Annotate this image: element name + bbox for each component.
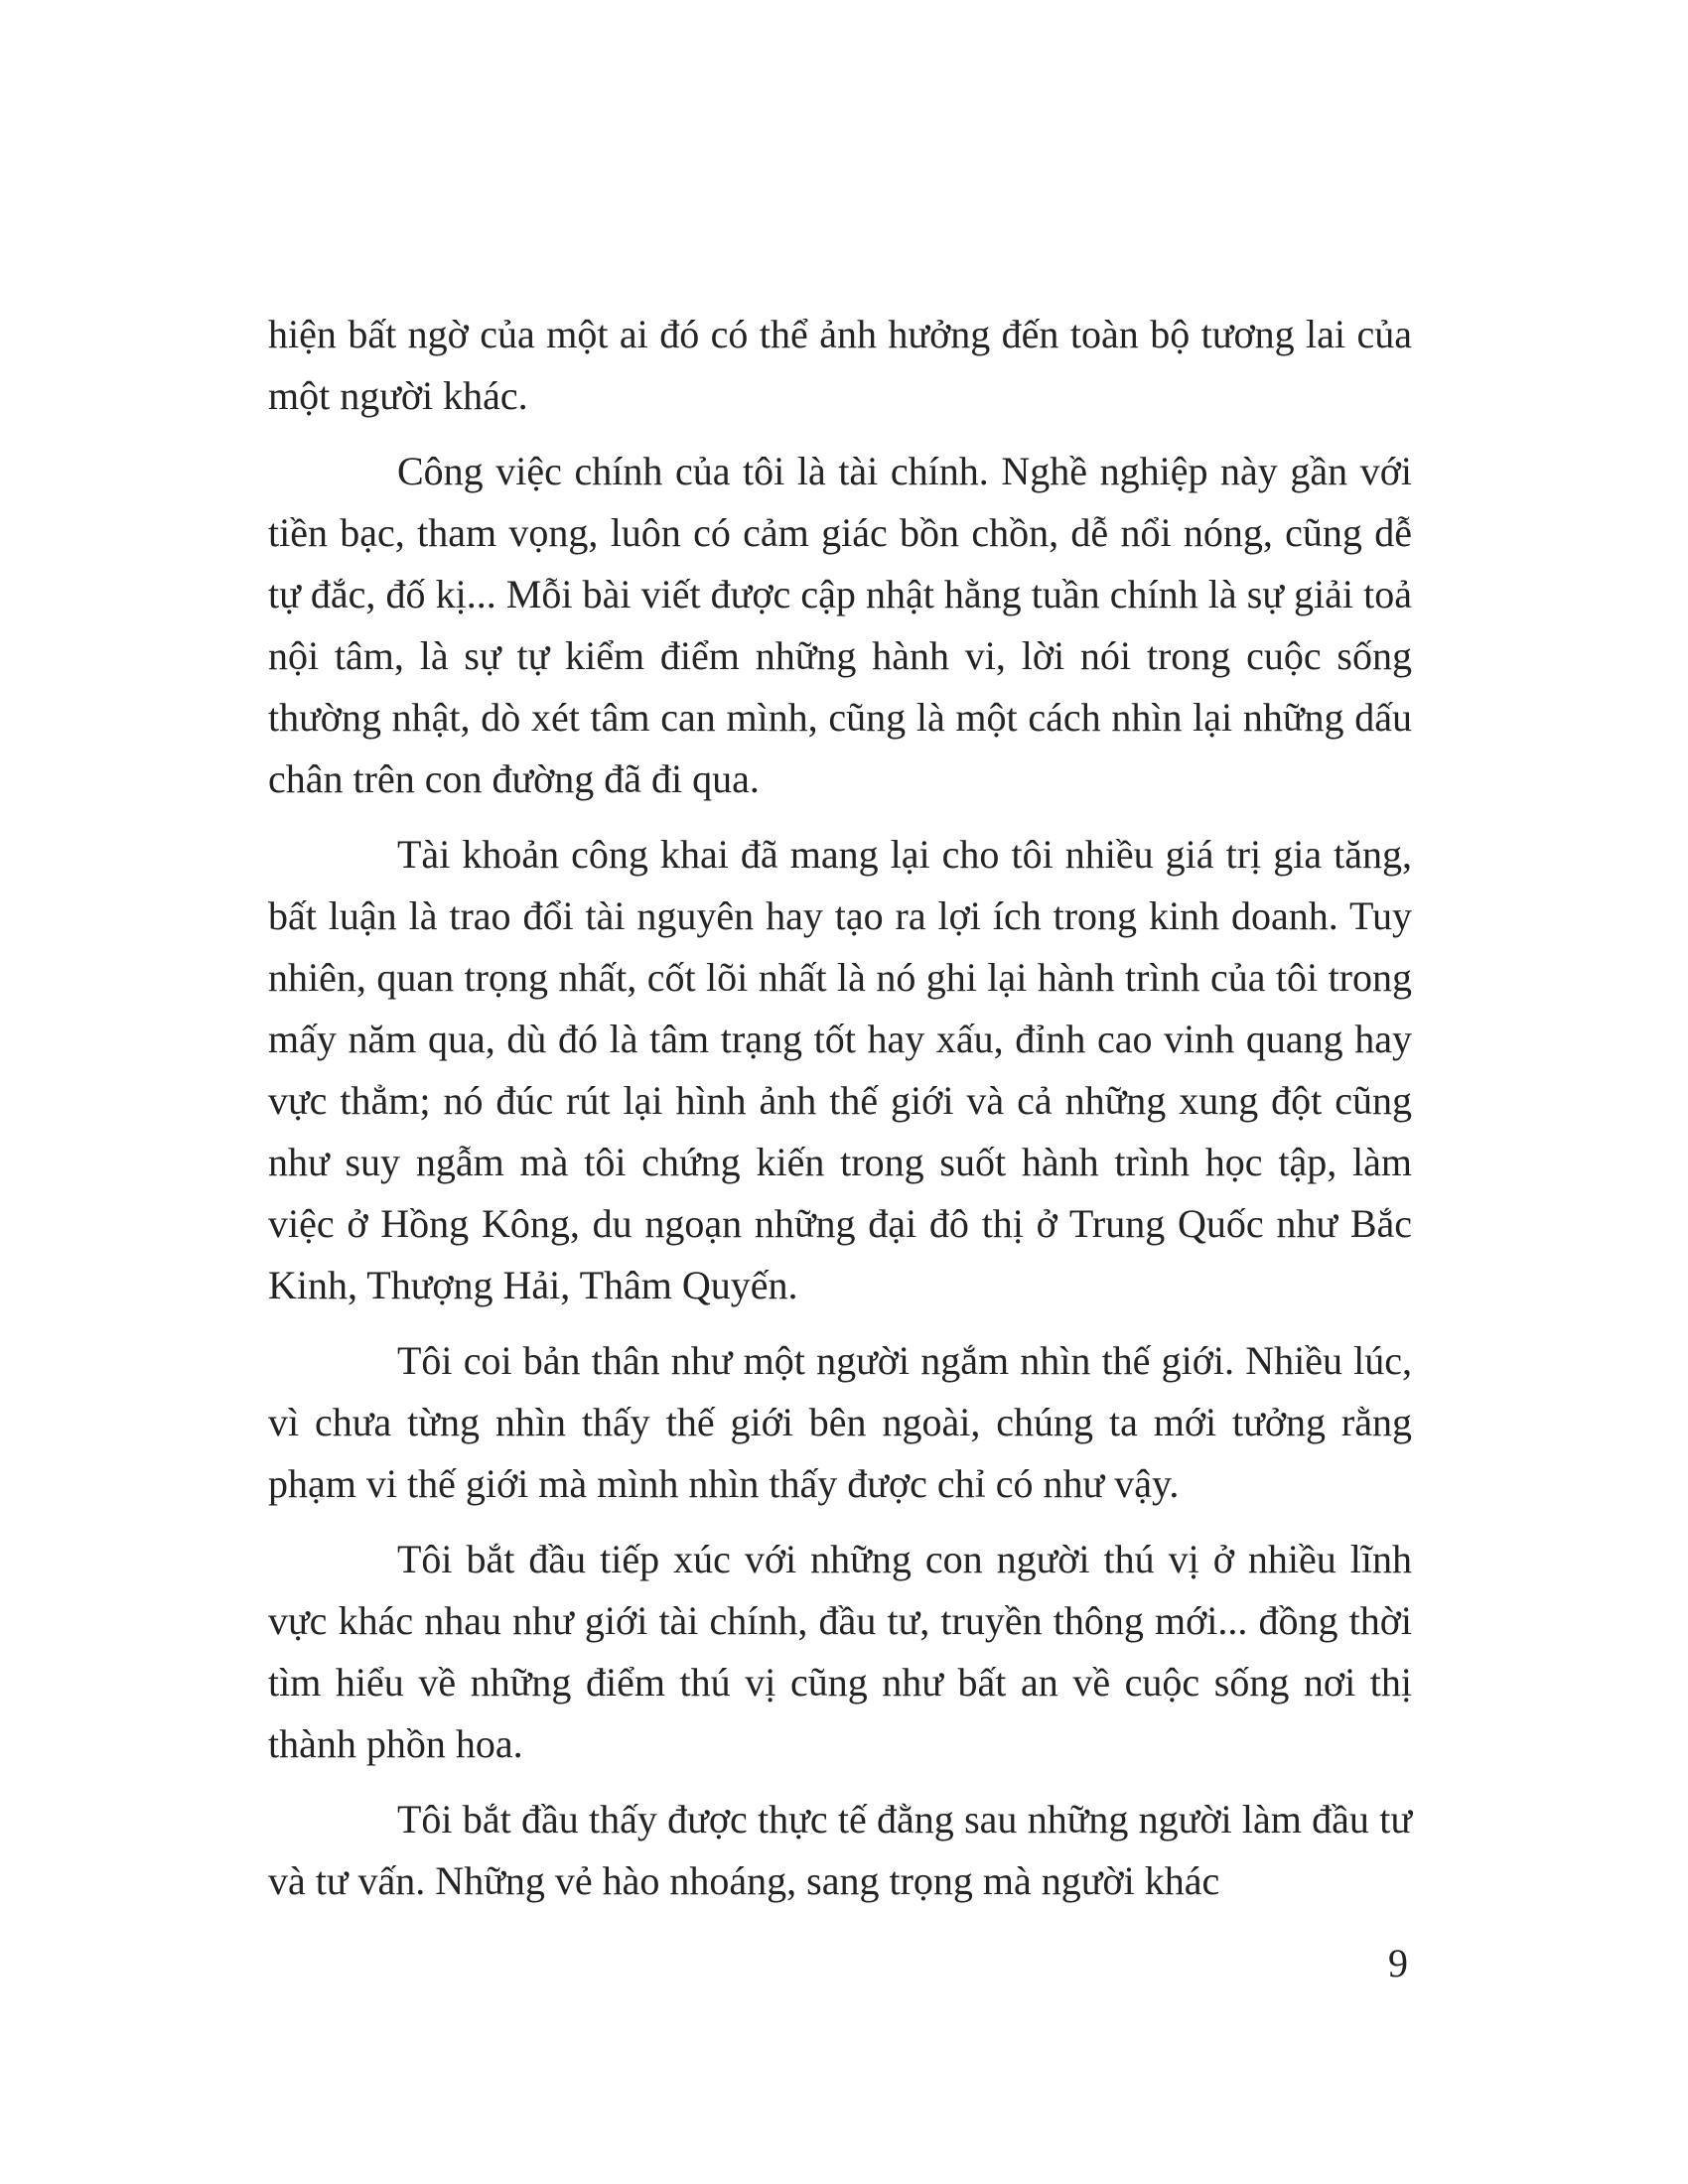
paragraph: Tôi coi bản thân như một người ngắm nhìn thế giới. Nhiều lúc, vì chưa từng nhìn thấy thế giới bên ngoài, chúng ta mới tưởng rằng phạm vi thế giới mà mình nhìn thấy được chỉ có như vậy. [268, 1338, 1412, 1506]
paragraph: Công việc chính của tôi là tài chính. Nghề nghiệp này gần với tiền bạc, tham vọng, luôn có cảm giác bồn chồn, dễ nổi nóng, cũng dễ tự đắc, đố kị... Mỗi bài viết được cập nhật hằng tuần chính là sự giải toả nội tâm, là sự tự kiểm điểm những hành vi, lời nói trong cuộc sống thường nhật, dò xét tâm can mình, cũng là một cách nhìn lại những dấu chân trên con đường đã đi qua. [268, 449, 1412, 801]
paragraph: Tài khoản công khai đã mang lại cho tôi nhiều giá trị gia tăng, bất luận là trao đổi tài nguyên hay tạo ra lợi ích trong kinh doanh. Tuy nhiên, quan trọng nhất, cốt lõi nhất là nó ghi lại hành trình của tôi trong mấy năm qua, dù đó là tâm trạng tốt hay xấu, đỉnh cao vinh quang hay vực thẳm; nó đúc rút lại hình ảnh thế giới và cả những xung đột cũng như suy ngẫm mà tôi chứng kiến trong suốt hành trình học tập, làm việc ở Hồng Kông, du ngoạn những đại đô thị ở Trung Quốc như Bắc Kinh, Thượng Hải, Thâm Quyến. [268, 832, 1412, 1307]
paragraph: hiện bất ngờ của một ai đó có thể ảnh hưởng đến toàn bộ tương lai của một người khác. [268, 312, 1412, 418]
book-page-body [268, 304, 1412, 1987]
paragraph: Tôi bắt đầu tiếp xúc với những con người thú vị ở nhiều lĩnh vực khác nhau như giới tài chính, đầu tư, truyền thông mới... đồng thời tìm hiểu về những điểm thú vị cũng như bất an về cuộc sống nơi thị thành phồn hoa. [268, 1537, 1412, 1766]
page-number: 9 [1388, 1941, 1408, 1985]
paragraph: Tôi bắt đầu thấy được thực tế đằng sau những người làm đầu tư và tư vấn. Những vẻ hào nhoáng, sang trọng mà người khác [268, 1797, 1412, 1903]
